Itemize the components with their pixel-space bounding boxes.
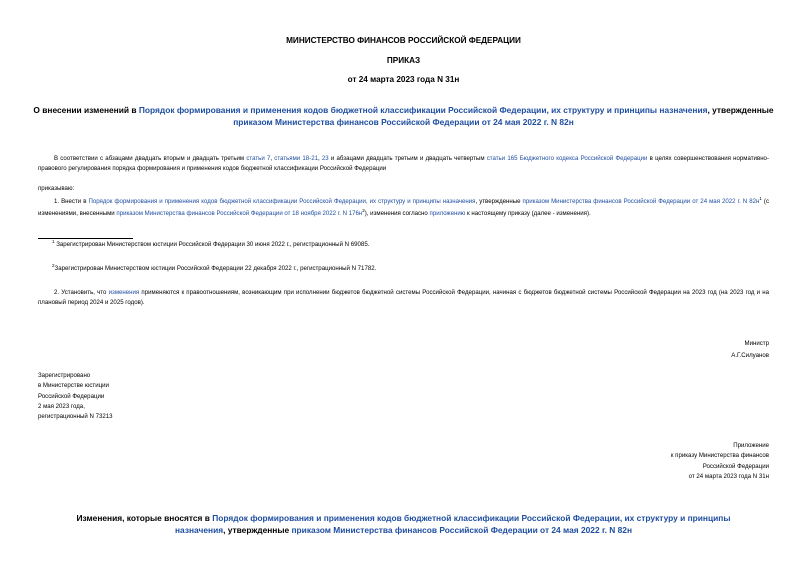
changes-title-middle: , утвержденные [223,525,292,535]
appendix-block [560,441,769,482]
order-82n-link[interactable]: приказом Министерства финансов Российской Федерации от 24 мая 2022 г. N 82н [233,117,574,127]
footnote-2 [52,264,376,274]
order-176n-link[interactable]: приказом Министерства финансов Российской Федерации от 18 ноября 2022 г. N 176н [116,209,363,217]
subject-middle: , утвержденные [707,105,774,115]
articles-18-21-link[interactable]: статьями 18-21 [274,155,318,162]
order-82n-link[interactable]: приказом Министерства финансов Российской Федерации от 24 мая 2022 г. N 82н [522,198,760,205]
registration-line: 2 мая 2023 года, [38,402,85,410]
article-165-link[interactable]: статьи 165 Бюджетного кодекса Российской Федерации [486,155,648,162]
article-7-link[interactable]: статьи 7 [246,155,271,162]
registration-line: Российской Федерации [38,392,105,400]
item-text: ), изменения согласно [364,209,430,217]
order-82n-link[interactable]: приказом Министерства финансов Российской Федерации от 24 мая 2022 г. N 82н [291,525,632,535]
ministry-title: МИНИСТЕРСТВО ФИНАНСОВ РОССИЙСКОЙ ФЕДЕРАЦИИ [286,36,521,45]
preamble-paragraph [38,154,769,174]
subject-prefix: О внесении изменений в [33,105,139,115]
item-1-paragraph [38,196,769,219]
footnote-2-number: 2 [52,262,55,268]
signature-position: Министр [744,340,769,347]
changes-link[interactable]: изменения [108,289,140,296]
footnote-1 [52,240,369,250]
procedure-link[interactable]: Порядок формирования и применения кодов бюджетной классификации Российской Федерации, их структуру и принципы назначения [138,105,708,115]
registration-line: Зарегистрировано [38,372,91,379]
preamble-text: , [317,155,322,162]
changes-title [55,512,752,536]
appendix-line: Российской Федерации [702,462,769,470]
registration-line: регистрационный N 73213 [38,413,113,421]
appendix-line: от 24 марта 2023 года N 31н [688,472,769,480]
footnote-ref-2[interactable]: 2 [362,207,365,213]
item-text: , утвержденные [475,198,523,205]
preamble-text: в целях совершенствования нормативно-правового регулирования порядка формирования и применения кодов бюджетной классификации Российской Федерации [38,155,769,172]
order-word: приказываю: [38,185,75,192]
registration-block [38,371,113,422]
appendix-line: к приказу Министерства финансов [670,452,769,460]
appendix-line: Приложение [733,442,769,449]
footnote-2-text: Зарегистрирован Министерством юстиции Российской Федерации 22 декабря 2022 г., регистрационный N 71782. [54,265,377,272]
registration-line: в Министерстве юстиции [38,382,109,390]
footnote-ref-1[interactable]: 1 [759,195,762,201]
changes-title-prefix: Изменения, которые вносятся в [76,513,213,523]
article-23-link[interactable]: 23 [321,155,329,162]
item-text: применяются к правоотношениям, возникающим при исполнении бюджетов бюджетной системы Российской Федерации, начиная с бюджетов бюджетной системы Российской Федерации на 2023 год (на 2023 год и на плановый период 2024 и 2025 годов). [38,289,770,306]
doc-date: от 24 марта 2023 года N 31н [347,75,460,84]
procedure-link[interactable]: Порядок формирования и применения кодов бюджетной классификации Российской Федерации, их структуру и принципы назначения [88,198,476,205]
preamble-text: и абзацами двадцать третьим и двадцать четвертым [328,155,487,162]
procedure-link[interactable]: Порядок формирования и применения кодов бюджетной классификации Российской Федерации, их структуру и принципы назначения [175,513,731,535]
item-text: к настоящему приказу (далее - изменения). [465,209,591,217]
item-2-paragraph [38,288,769,308]
appendix-link[interactable]: приложению [429,209,466,217]
item-text: (с изменениями, внесенными [38,198,769,217]
preamble-text: В соответствии с абзацами двадцать вторым и двадцать третьим [54,155,247,162]
item-text: 1. Внести в [54,198,89,205]
footnote-1-text: Зарегистрирован Министерством юстиции Российской Федерации 30 июня 2022 г., регистрационный N 69085. [54,241,370,248]
footnote-1-number: 1 [52,238,55,244]
preamble-text: , [270,155,275,162]
signature-name: А.Г.Силуанов [731,352,769,359]
order-subject [30,104,777,128]
item-text: 2. Установить, что [54,289,109,296]
doc-type: ПРИКАЗ [386,56,421,65]
